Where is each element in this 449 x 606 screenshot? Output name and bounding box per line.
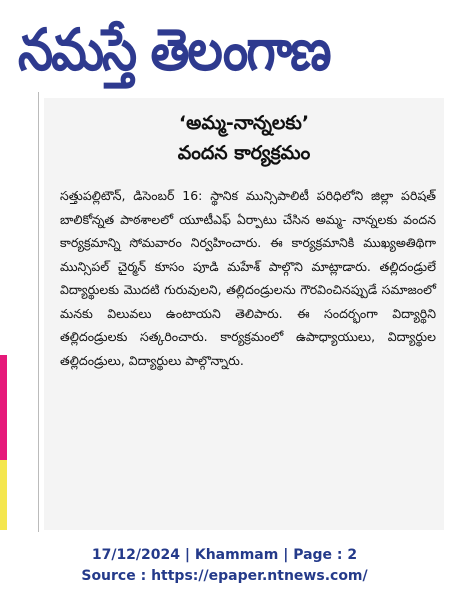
headline-line-2: వందన కార్యక్రమం: [177, 142, 311, 164]
newspaper-title: నమస్తే తెలంగాణ: [18, 16, 330, 84]
pink-strip: [0, 355, 7, 460]
masthead: [0, 0, 449, 92]
source-link[interactable]: Source : https://epaper.ntnews.com/: [81, 568, 368, 584]
article-clipping: [44, 98, 444, 530]
article-body: సత్తుపల్లిటౌన్, డిసెంబర్ 16: స్థానిక మున్సిపాలిటీ పరిధిలోని జిల్లా పరిషత్ బాలికోన్నత పాఠశాలలో యూటీఎఫ్ ఏర్పాటు చేసిన అమ్మ- నాన్నలకు వందన కార్యక్రమాన్ని సోమవారం నిర్వహించారు. ఈ కార్యక్రమానికి ముఖ్యఅతిథిగా మున్సిపల్ చైర్మన్ కూసం పూడి మహేశ్ పాల్గొని మాట్లాడారు. తల్లిదండ్రులే విద్యార్థులకు మొదటి గురువులని, తల్లిదండ్రులను గౌరవించినప్పుడే సమాజంలో మనకు విలువలు ఉంటాయని తెలిపారు. ఈ సందర్భంగా విద్యార్థిని తల్లిదండ్రులకు సత్కరించారు. కార్యక్రమంలో ఉపాధ్యాయులు, విద్యార్థుల తల్లిదండ్రులు, విద్యార్థులు పాల్గొన్నారు.: [60, 188, 436, 368]
dateline: 17/12/2024 | Khammam | Page : 2: [91, 547, 358, 563]
article-headline: [44, 108, 444, 168]
yellow-strip: [0, 460, 7, 530]
column-divider: [38, 92, 39, 532]
clipping-footer: [0, 538, 449, 606]
headline-line-1: ‘అమ్మ-నాన్నలకు’: [178, 112, 310, 134]
